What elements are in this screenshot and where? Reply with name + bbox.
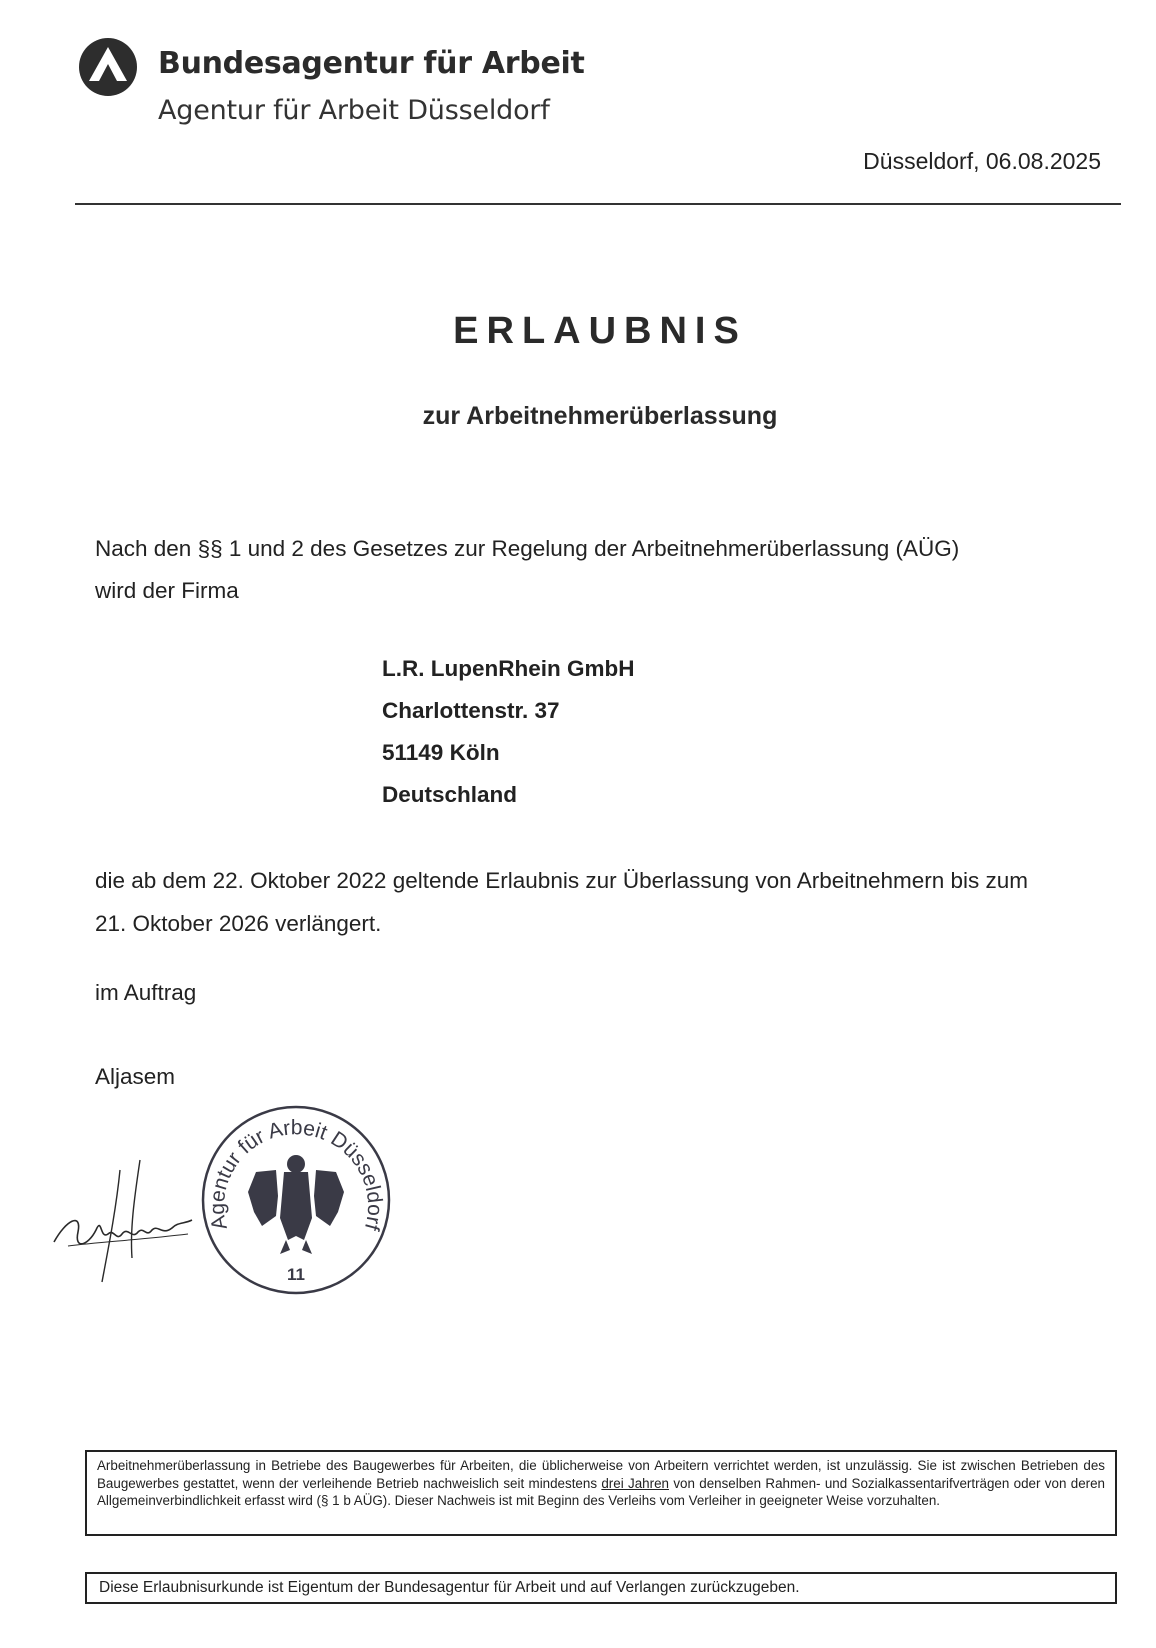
- document-title: ERLAUBNIS: [453, 310, 747, 352]
- company-country: Deutschland: [382, 782, 518, 807]
- permit-line-2: 21. Oktober 2026 verlängert.: [95, 911, 382, 936]
- ownership-notice-text: Diese Erlaubnisurkunde ist Eigentum der Bundesagentur für Arbeit und auf Verlangen zurückzugeben.: [99, 1579, 800, 1596]
- signatory-name: Aljasem: [95, 1064, 176, 1089]
- notice-underlined-text: drei Jahren: [601, 1475, 669, 1491]
- company-name: L.R. LupenRhein GmbH: [382, 656, 635, 681]
- official-stamp: [196, 1100, 396, 1300]
- stamp-number: 11: [287, 1265, 305, 1284]
- closing-text: im Auftrag: [95, 980, 197, 1005]
- company-street: Charlottenstr. 37: [382, 698, 560, 723]
- ownership-notice-box: [85, 1572, 1117, 1604]
- notice-text-part-2: von denselben Rahmen- und Sozialkassentarifverträgen oder von deren Allgemeinverbindlichkeit erfasst wird (§ 1 b AÜG). Dieser Nachweis ist mit Beginn des Verleihs vom Verleiher in geeigneter Weise vorzuhalten.: [97, 1475, 1105, 1508]
- permit-line-1: die ab dem 22. Oktober 2022 geltende Erlaubnis zur Überlassung von Arbeitnehmern bis zum: [95, 868, 1029, 893]
- document-subtitle: zur Arbeitnehmerüberlassung: [422, 402, 778, 430]
- intro-line-2: wird der Firma: [95, 578, 239, 603]
- company-city: 51149 Köln: [382, 740, 500, 765]
- place-date: Düsseldorf, 06.08.2025: [863, 148, 1101, 174]
- header-divider: [75, 203, 1121, 205]
- agency-name: Agentur für Arbeit Düsseldorf: [158, 95, 550, 126]
- stamp-ring-text: Agentur für Arbeit Düsseldorf: [205, 1116, 387, 1233]
- federal-eagle-icon: [248, 1155, 344, 1254]
- construction-notice-box: [85, 1450, 1117, 1536]
- intro-line-1: Nach den §§ 1 und 2 des Gesetzes zur Regelung der Arbeitnehmerüberlassung (AÜG): [95, 536, 960, 561]
- notice-text-part-1: Arbeitnehmerüberlassung in Betriebe des Baugewerbes für Arbeiten, die üblicherweise von Arbeitern verrichtet werden, ist unzulässig. Sie ist zwischen Betrieben des Baugewerbes gestattet, wenn der verleihende Betrieb nachweislich seit mindestens: [97, 1458, 1105, 1491]
- handwritten-signature: [48, 1150, 198, 1290]
- org-name: Bundesagentur für Arbeit: [158, 46, 585, 81]
- ba-logo-icon: [78, 37, 138, 97]
